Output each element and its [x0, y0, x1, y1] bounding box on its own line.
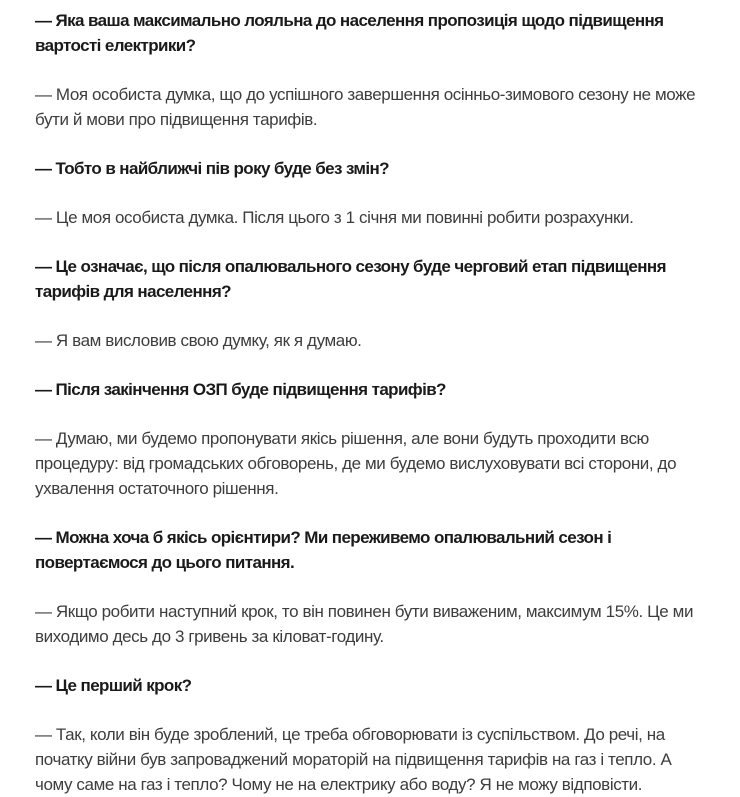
interview-question: — Можна хоча б якісь орієнтири? Ми переживемо опалювальний сезон і повертаємося до цього питання. — [35, 528, 612, 572]
interview-answer: — Це моя особиста думка. Після цього з 1 січня ми повинні робити розрахунки. — [35, 208, 634, 227]
interview-answer: — Так, коли він буде зроблений, це треба обговорювати із суспільством. До речі, на початку війни був запроваджений мораторій на підвищення тарифів на газ і тепло. А чому саме на газ і тепло? Чому не на електрику або воду? Я не можу відповісти. — [35, 725, 672, 794]
interview-answer: — Якщо робити наступний крок, то він повинен бути виваженим, максимум 15%. Це ми виходимо десь до 3 гривень за кіловат-годину. — [35, 602, 694, 646]
interview-question: — Тобто в найближчі пів року буде без змін? — [35, 159, 389, 178]
interview-question: — Яка ваша максимально лояльна до населення пропозиція щодо підвищення вартості електрики? — [35, 11, 664, 55]
interview-answer: — Я вам висловив свою думку, як я думаю. — [35, 331, 362, 350]
interview-question: — Після закінчення ОЗП буде підвищення тарифів? — [35, 380, 446, 399]
interview-question: — Це перший крок? — [35, 676, 192, 695]
interview-answer: — Думаю, ми будемо пропонувати якісь рішення, але вони будуть проходити всю процедуру: від громадських обговорень, де ми будемо вислуховувати всі сторони, до ухвалення остаточного рішення. — [35, 429, 677, 498]
interview-question: — Це означає, що після опалювального сезону буде черговий етап підвищення тарифів для населення? — [35, 257, 666, 301]
interview-answer: — Моя особиста думка, що до успішного завершення осінньо-зимового сезону не може бути й мови про підвищення тарифів. — [35, 85, 696, 129]
